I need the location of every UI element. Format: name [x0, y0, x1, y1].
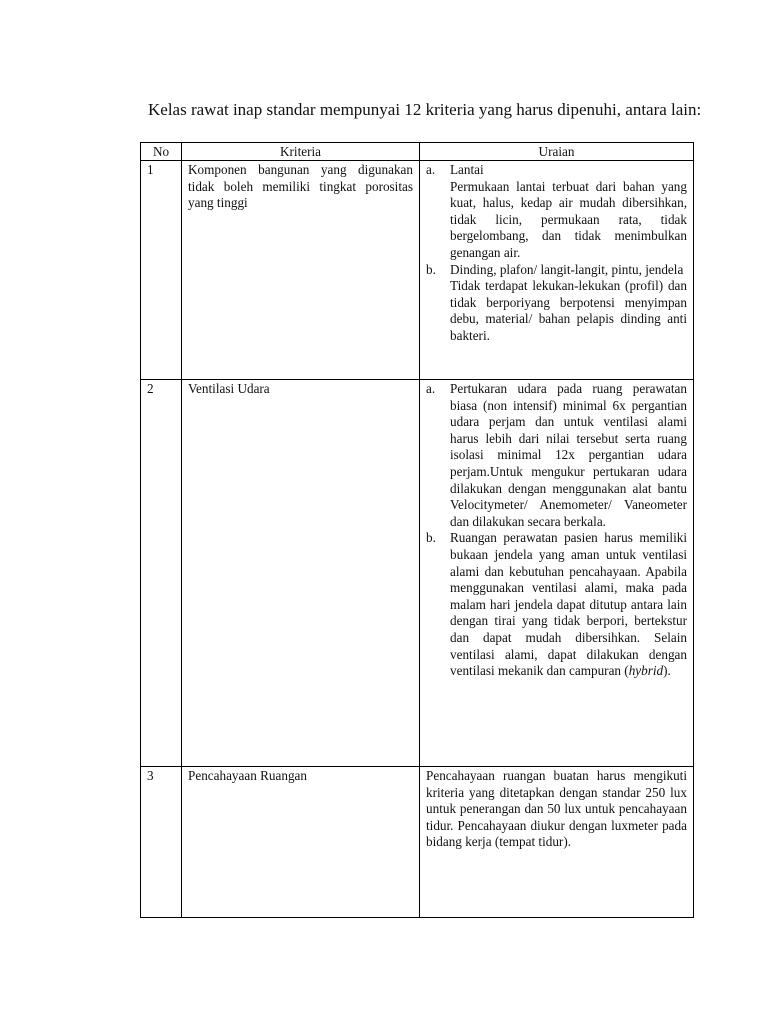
table-header-row: [141, 143, 694, 161]
list-item: [426, 262, 687, 345]
intro-paragraph: Kelas rawat inap standar mempunyai 12 kriteria yang harus dipenuhi, antara lain:: [148, 100, 702, 119]
item-label: b.: [426, 261, 436, 277]
table-row: [141, 161, 694, 380]
italic-term: hybrid: [628, 663, 664, 679]
description-cell: Pencahayaan ruangan buatan harus mengikuti kriteria yang ditetapkan dengan standar 250 lux untuk penerangan dan 50 lux untuk pencahayaan tidur. Pencahayaan diukur dengan luxmeter pada bidang kerja (tempat tidur).: [420, 767, 694, 918]
item-text: Pertukaran udara pada ruang perawatan biasa (non intensif) minimal 6x pergantian udara perjam dan untuk ventilasi alami harus lebih dari nilai tersebut serta ruang isolasi minimal 12x pergantian udara perjam.Untuk mengukur pertukaran udara dilakukan dengan menggunakan alat bantu Velocitymeter/ Anemometer/ Vaneometer dan dilakukan secara berkala.: [450, 381, 687, 529]
criteria-cell: Pencahayaan Ruangan: [182, 767, 420, 918]
header-kriteria: Kriteria: [182, 143, 420, 161]
list-item: [426, 530, 687, 679]
item-text: Tidak terdapat lekukan-lekukan (profil) dan tidak berporiyang berpotensi menyimpan debu, material/ bahan pelapis dinding anti bakteri.: [450, 278, 687, 343]
header-no: No: [141, 143, 182, 161]
table-row: [141, 767, 694, 918]
item-label: b.: [426, 530, 436, 546]
row-number: 1: [141, 161, 182, 380]
item-label: a.: [426, 381, 436, 396]
description-cell: [420, 161, 694, 380]
item-title: Dinding, plafon/ langit-langit, pintu, jendela: [450, 261, 684, 277]
description-cell: [420, 380, 694, 767]
table-row: [141, 380, 694, 767]
item-text: Permukaan lantai terbuat dari bahan yang kuat, halus, kedap air mudah dibersihkan, tidak licin, permukaan rata, tidak bergelombang, dan tidak menimbulkan genangan air.: [450, 178, 687, 260]
criteria-cell: Komponen bangunan yang digunakan tidak boleh memiliki tingkat porositas yang tinggi: [182, 161, 420, 380]
item-label: a.: [426, 162, 436, 177]
list-item: [426, 381, 687, 530]
item-text-end: ).: [663, 663, 671, 679]
item-text-with-italic: [450, 530, 687, 679]
item-text: Ruangan perawatan pasien harus memiliki bukaan jendela yang aman untuk ventilasi alami dan kebutuhan pencahayaan. Apabila menggunakan ventilasi alami, maka pada malam hari jendela dapat ditutup antara lain dengan tirai yang tidak berpori, bertekstur dan dapat mudah dibersihkan. Selain ventilasi alami, dapat dilakukan dengan ventilasi mekanik dan campuran (: [450, 530, 687, 679]
list-item: [426, 162, 687, 262]
item-title: Lantai: [450, 162, 484, 177]
row-number: 2: [141, 380, 182, 767]
criteria-cell: Ventilasi Udara: [182, 380, 420, 767]
header-uraian: Uraian: [420, 143, 694, 161]
row-number: 3: [141, 767, 182, 918]
criteria-table: [140, 142, 694, 918]
